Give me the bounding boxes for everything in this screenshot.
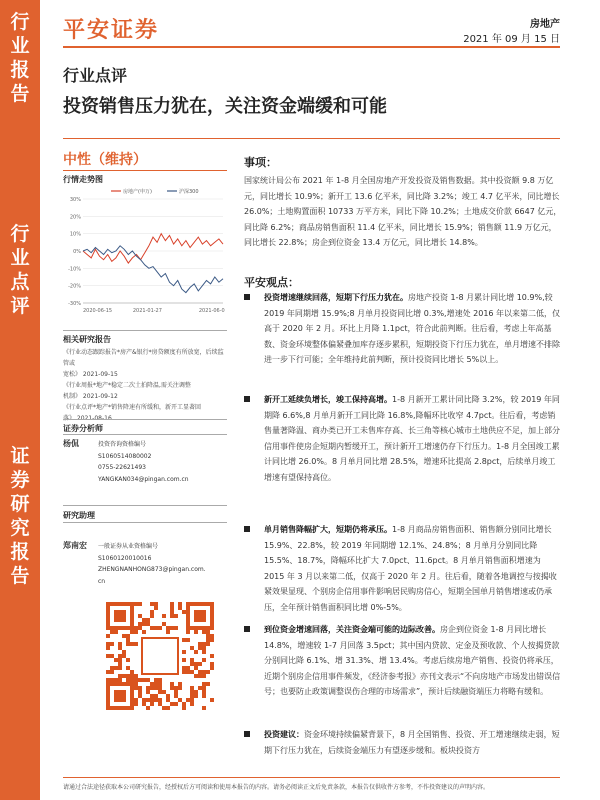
x-tick-label: 2020-06-15 [83,308,113,314]
assistant-heading: 研究助理 [63,511,95,520]
analyst-phone: 0755-22621493 [98,464,146,471]
y-tick-label: 30% [69,197,81,203]
divider [63,434,227,435]
bullet-text: 1-8 月新开工累计同比降 3.2%，较 2019 年同期降 6.6%,8 月单月新开工同比降 16.8%,降幅环比收窄 4.7pct。往后看，考虑销售量著降温、商办类已开工未售库存高、长三角等核心城市土地供应不足，加上部分信用事件使房企短期内暂缓开工，预计新开工增速仍存下行压力。1-8 月全国竣工累计同比增 26.0%。8 月单月同比增 28.5%，增速环比提高 2.8pct，后续单月竣工增速有望保持高位。 [264,395,560,482]
assistant-cert-number: S1060120010016 [98,554,152,562]
assistant-name: 郑南宏 [63,541,87,550]
analyst-name: 杨侃 [63,439,79,448]
y-tick-label: -10% [68,266,81,273]
assistant-email-cont: cn [98,577,106,585]
related-report-line[interactable]: 宽松》 2021-09-15 [63,371,118,378]
company-logo: 平安证券 [63,18,160,43]
bullet-text: 1-8 月商品房销售面积、销售额分别同比增长 15.9%、22.8%，较 2019 年同期增 12.1%、24.8%；8 月单月分别同比降 15.5%、18.7%，降幅环比扩大 7.0pct、11.6pct。8 月单月销售面积增速为 2015 年 3 月以来第二低，仅高于 2020 年 2 月。往后看，随着各地调控与按揭收紧效果显现、个别房企信用事件影响居民购房信心，短期全国单月销售增速或仍承压，全年预计销售面积同比增 0%-5%。 [264,525,557,612]
legend-label: 房地产(申万) [123,189,152,195]
view-bullet [244,522,562,615]
view-bullet [244,392,562,485]
bullet-lead: 到位资金增速回落，关注资金端可能的边际改善。 [264,625,440,634]
y-tick-label: 0% [73,249,81,255]
bullet-square-icon [244,396,250,402]
divider [63,419,227,420]
x-tick-label: 2021-01-27 [132,308,162,314]
bullet-text: 房地产投资 1-8 月累计同比增 10.9%,较 2019 年同期增 15.9%;8 月单月投资同比增 0.3%,增速处 2016 年以来第二低，仅高于 2020 年 2 月。环比上月降 1.1pct，符合此前判断。往后看，考虑上年高基数、资金环境整体偏紧叠加库存逐步累积，短期投资下行压力犹在，单月增速不排除进一步下行可能；全年维持此前判断，预计投资同比增长 5%以上。 [264,293,561,364]
bullet-lead: 投资建议： [264,730,304,739]
view-bullet [244,727,562,758]
view-bullet [244,290,562,368]
bullet-text: 资金环境持续偏紧背景下，8 月全国销售、投资、开工增速继续走弱，短期下行压力犹在，后续资金端压力有望逐步缓和。板块投资方 [264,730,560,755]
analyst-cert-number: S1060514080002 [98,452,152,460]
related-report-line[interactable]: 《行业周报*地产*稳定二次土拍降温,需关注调整 [63,382,191,389]
report-subtitle: 行业点评 [63,66,128,85]
bullet-square-icon [244,626,250,632]
analyst-card [63,438,227,508]
related-reports-heading: 相关研究报告 [63,335,111,344]
sidebar-label-research: 证 券 研 究 报 告 [10,445,30,587]
trend-heading: 行情走势图 [63,175,103,184]
divider [63,330,227,331]
x-tick-label: 2021-06-0 [198,308,225,314]
header-divider [63,46,560,48]
legend-label: 沪深300 [179,189,199,195]
related-report-line[interactable]: 机制》 2021-09-12 [63,393,118,400]
rating-divider [63,170,227,171]
assistant-cert-label: 一般证券从业资格编号 [98,543,159,550]
analyst-heading: 证券分析师 [63,424,103,433]
qr-code [106,602,214,710]
assistant-email[interactable]: ZHENGNANHONG873@pingan.com. [98,566,206,573]
divider [63,505,227,506]
bullet-square-icon [244,526,250,532]
report-date: 2021 年 09 月 15 日 [463,34,560,45]
analyst-cert-label: 投资咨询资格编号 [98,441,147,448]
bullet-lead: 新开工延续负增长，竣工保持高增。 [264,395,392,404]
report-title: 投资销售压力犹在，关注资金端缓和可能 [63,96,387,117]
sidebar-label-report-type: 行 业 报 告 [10,11,30,105]
views-heading: 平安观点： [244,276,299,289]
analyst-email[interactable]: YANGKAN034@pingan.com.cn [98,475,189,483]
sidebar-label-report-kind: 行 业 点 评 [10,223,30,317]
related-report-line[interactable]: 《行业动态跟踪报告*房产&银行*房贷额度有所放宽，后续监管或 [63,349,224,367]
industry-label: 房地产 [530,19,560,30]
series-line-0 [83,234,223,263]
facts-heading: 事项： [244,156,277,169]
y-tick-label: -30% [68,301,81,307]
divider [63,522,227,523]
bullet-square-icon [244,731,250,737]
facts-paragraph: 国家统计局公布 2021 年 1-8 月全国房地产开发投资及销售数据。其中投资额 9.8 万亿元，同比增长 10.9%；新开工 13.6 亿平米，同比降 3.2%；竣工 4.7 亿平米，同比增长 26.0%；土地购置面积 10733 万平方米，同比下降 10.2%；土地成交价款 6647 亿元，同比降 6.2%；商品房销售面积 11.4 亿平米，同比增长 15.9%；销售额 11.9 万亿元，同比增长 22.8%；房企到位资金 13.4 万亿元，同比增长 14.8%。 [244,176,562,248]
bullet-lead: 单月销售降幅扩大，短期仍将承压。 [264,525,392,534]
assistant-card [63,540,227,600]
footer-divider [63,777,560,778]
price-trend-chart [63,185,227,320]
left-color-bar [0,0,40,800]
footer-disclaimer: 请通过合法途径获取本公司研究报告，经授权后方可阅读和使用本报告的内容。请务必阅读正文后免责条款，本报告仅供收件方参考，不作投资建议的声明内容。 [63,784,490,791]
y-tick-label: 20% [69,214,81,221]
y-tick-label: -20% [68,283,81,290]
bullet-square-icon [244,294,250,300]
y-tick-label: 10% [69,231,81,238]
view-bullet [244,622,562,700]
related-reports-list [63,347,227,424]
title-divider [63,138,560,139]
rating-label: 中性（维持） [63,152,147,168]
bullet-lead: 投资增速继续回落，短期下行压力犹在。 [264,293,408,302]
bullet-text: 房企到位资金 1-8 月同比增长 14.8%，增速较 1-7 月回落 3.5pct；其中国内贷款、定金及预收款、个人按揭贷款分别同比降 6.1%、增 31.3%、增 13.4%。考虑后续房地产销售、投资仍将承压，近期个别房企信用事件频发，《经济参考报》亦刊文表示“不向房地产市场发出错误信号；也要防止政策调整误伤合理的市场需求”，预计后续融资端压力将略有缓和。 [264,625,561,696]
related-report-line[interactable]: 《行业点评*地产*销售降速有所缓和，新开工显著回 [63,404,202,411]
